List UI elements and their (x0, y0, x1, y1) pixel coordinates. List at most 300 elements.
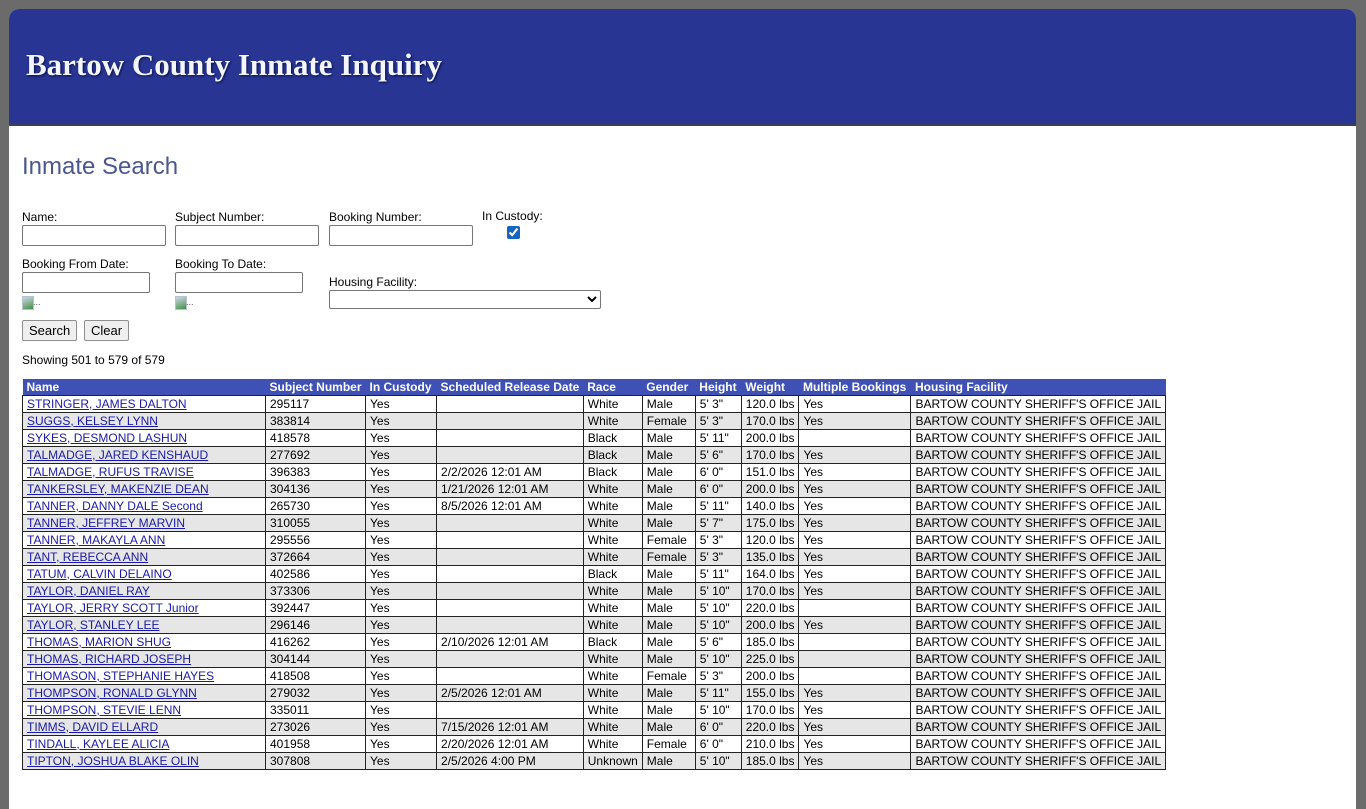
cell-race: White (583, 515, 642, 532)
inmate-name-link[interactable]: TANNER, JEFFREY MARVIN (27, 515, 186, 530)
cell-multiple-bookings: Yes (799, 583, 911, 600)
cell-gender: Male (642, 634, 695, 651)
cell-gender: Male (642, 464, 695, 481)
cell-weight: 170.0 lbs (741, 413, 799, 430)
cell-gender: Male (642, 515, 695, 532)
cell-in-custody: Yes (366, 685, 437, 702)
name-label: Name: (22, 210, 58, 224)
cell-gender: Male (642, 753, 695, 770)
cell-weight: 170.0 lbs (741, 447, 799, 464)
cell-height: 5' 10" (695, 702, 741, 719)
cell-scheduled-release-date (437, 600, 584, 617)
cell-housing-facility: BARTOW COUNTY SHERIFF'S OFFICE JAIL (911, 702, 1166, 719)
cell-gender: Male (642, 617, 695, 634)
in-custody-checkbox-wrap (507, 226, 520, 242)
cell-weight: 185.0 lbs (741, 753, 799, 770)
cell-height: 6' 0" (695, 481, 741, 498)
inmate-name-link[interactable]: TIMMS, DAVID ELLARD (27, 719, 159, 734)
housing-facility-field-group (329, 275, 601, 309)
cell-in-custody: Yes (366, 430, 437, 447)
cell-weight: 120.0 lbs (741, 396, 799, 413)
cell-housing-facility: BARTOW COUNTY SHERIFF'S OFFICE JAIL (911, 515, 1166, 532)
cell-multiple-bookings: Yes (799, 413, 911, 430)
table-row (23, 617, 1166, 634)
cell-subject-number: 265730 (266, 498, 366, 515)
subject-number-field-group (175, 210, 319, 246)
in-custody-label: In Custody: (482, 209, 543, 223)
cell-in-custody: Yes (366, 447, 437, 464)
cell-scheduled-release-date: 8/5/2026 12:01 AM (437, 498, 584, 515)
table-row (23, 396, 1166, 413)
cell-gender: Male (642, 566, 695, 583)
col-race[interactable]: Race (583, 379, 642, 396)
cell-weight: 120.0 lbs (741, 532, 799, 549)
col-housing-facility[interactable]: Housing Facility (911, 379, 1166, 396)
inmate-name-link[interactable]: TATUM, CALVIN DELAINO (27, 566, 172, 581)
cell-height: 5' 11" (695, 498, 741, 515)
cell-in-custody: Yes (366, 736, 437, 753)
cell-in-custody: Yes (366, 753, 437, 770)
name-input[interactable] (22, 225, 166, 246)
cell-height: 5' 10" (695, 600, 741, 617)
cell-weight: 200.0 lbs (741, 617, 799, 634)
cell-housing-facility: BARTOW COUNTY SHERIFF'S OFFICE JAIL (911, 532, 1166, 549)
booking-to-date-input[interactable] (175, 272, 303, 293)
inmate-name-link[interactable]: TALMADGE, RUFUS TRAVISE (27, 464, 194, 479)
cell-race: White (583, 617, 642, 634)
cell-race: White (583, 719, 642, 736)
table-row (23, 583, 1166, 600)
cell-in-custody: Yes (366, 396, 437, 413)
table-row (23, 447, 1166, 464)
cell-housing-facility: BARTOW COUNTY SHERIFF'S OFFICE JAIL (911, 668, 1166, 685)
cell-scheduled-release-date: 1/21/2026 12:01 AM (437, 481, 584, 498)
cell-gender: Male (642, 600, 695, 617)
cell-multiple-bookings (799, 600, 911, 617)
cell-race: White (583, 481, 642, 498)
cell-name-link (23, 515, 266, 532)
cell-multiple-bookings: Yes (799, 532, 911, 549)
cell-name-link (23, 430, 266, 447)
inmate-name-link[interactable]: TANT, REBECCA ANN (27, 549, 149, 564)
booking-number-input[interactable] (329, 225, 473, 246)
cell-subject-number: 304136 (266, 481, 366, 498)
cell-name-link (23, 600, 266, 617)
cell-housing-facility: BARTOW COUNTY SHERIFF'S OFFICE JAIL (911, 634, 1166, 651)
cell-name-link (23, 651, 266, 668)
cell-in-custody: Yes (366, 617, 437, 634)
cell-scheduled-release-date (437, 583, 584, 600)
cell-height: 5' 3" (695, 532, 741, 549)
in-custody-field-group (482, 209, 543, 223)
cell-subject-number: 295556 (266, 532, 366, 549)
cell-multiple-bookings: Yes (799, 685, 911, 702)
cell-scheduled-release-date (437, 515, 584, 532)
cell-housing-facility: BARTOW COUNTY SHERIFF'S OFFICE JAIL (911, 753, 1166, 770)
cell-housing-facility: BARTOW COUNTY SHERIFF'S OFFICE JAIL (911, 617, 1166, 634)
inmate-name-link[interactable]: THOMPSON, STEVIE LENN (27, 702, 182, 717)
cell-in-custody: Yes (366, 719, 437, 736)
cell-gender: Male (642, 702, 695, 719)
col-weight[interactable]: Weight (741, 379, 799, 396)
cell-weight: 225.0 lbs (741, 651, 799, 668)
cell-housing-facility: BARTOW COUNTY SHERIFF'S OFFICE JAIL (911, 566, 1166, 583)
cell-multiple-bookings (799, 668, 911, 685)
col-subject-number[interactable]: Subject Number (266, 379, 366, 396)
inmate-name-link[interactable]: TINDALL, KAYLEE ALICIA (27, 736, 170, 751)
cell-scheduled-release-date (437, 532, 584, 549)
cell-weight: 155.0 lbs (741, 685, 799, 702)
cell-height: 5' 10" (695, 651, 741, 668)
cell-weight: 220.0 lbs (741, 719, 799, 736)
subject-number-input[interactable] (175, 225, 319, 246)
cell-multiple-bookings: Yes (799, 566, 911, 583)
cell-race: White (583, 583, 642, 600)
table-row (23, 430, 1166, 447)
cell-multiple-bookings: Yes (799, 702, 911, 719)
table-row (23, 753, 1166, 770)
cell-race: White (583, 685, 642, 702)
cell-weight: 170.0 lbs (741, 583, 799, 600)
cell-name-link (23, 481, 266, 498)
cell-scheduled-release-date (437, 413, 584, 430)
cell-weight: 170.0 lbs (741, 702, 799, 719)
booking-number-label: Booking Number: (329, 210, 422, 224)
cell-height: 5' 6" (695, 447, 741, 464)
cell-subject-number: 392447 (266, 600, 366, 617)
inmate-name-link[interactable]: TIPTON, JOSHUA BLAKE OLIN (27, 753, 199, 768)
results-count: Showing 501 to 579 of 579 (22, 353, 165, 367)
cell-weight: 210.0 lbs (741, 736, 799, 753)
results-body (23, 396, 1166, 770)
table-row (23, 634, 1166, 651)
cell-multiple-bookings: Yes (799, 464, 911, 481)
cell-multiple-bookings: Yes (799, 396, 911, 413)
cell-name-link (23, 464, 266, 481)
inmate-name-link[interactable]: STRINGER, JAMES DALTON (27, 396, 187, 411)
name-field-group (22, 210, 166, 246)
cell-gender: Female (642, 532, 695, 549)
cell-race: White (583, 498, 642, 515)
cell-name-link (23, 617, 266, 634)
cell-name-link (23, 753, 266, 770)
cell-gender: Male (642, 719, 695, 736)
table-row (23, 481, 1166, 498)
cell-housing-facility: BARTOW COUNTY SHERIFF'S OFFICE JAIL (911, 498, 1166, 515)
cell-housing-facility: BARTOW COUNTY SHERIFF'S OFFICE JAIL (911, 719, 1166, 736)
cell-name-link (23, 413, 266, 430)
cell-subject-number: 277692 (266, 447, 366, 464)
cell-gender: Female (642, 668, 695, 685)
cell-multiple-bookings (799, 430, 911, 447)
cell-housing-facility: BARTOW COUNTY SHERIFF'S OFFICE JAIL (911, 600, 1166, 617)
table-row (23, 668, 1166, 685)
cell-in-custody: Yes (366, 413, 437, 430)
col-in-custody[interactable]: In Custody (366, 379, 437, 396)
cell-subject-number: 383814 (266, 413, 366, 430)
cell-gender: Male (642, 481, 695, 498)
cell-scheduled-release-date (437, 702, 584, 719)
inmate-name-link[interactable]: TAYLOR, STANLEY LEE (27, 617, 160, 632)
cell-name-link (23, 736, 266, 753)
in-custody-checkbox[interactable] (507, 226, 520, 239)
cell-race: White (583, 651, 642, 668)
cell-multiple-bookings: Yes (799, 498, 911, 515)
results-table (22, 379, 1166, 770)
cell-name-link (23, 447, 266, 464)
inmate-name-link[interactable]: THOMPSON, RONALD GLYNN (27, 685, 197, 700)
cell-subject-number: 304144 (266, 651, 366, 668)
cell-subject-number: 310055 (266, 515, 366, 532)
inmate-name-link[interactable]: THOMAS, MARION SHUG (27, 634, 172, 649)
table-row (23, 532, 1166, 549)
cell-height: 5' 3" (695, 549, 741, 566)
page-title: Inmate Search (22, 153, 179, 180)
cell-race: White (583, 668, 642, 685)
booking-from-date-label: Booking From Date: (22, 257, 129, 271)
cell-race: Unknown (583, 753, 642, 770)
table-row (23, 600, 1166, 617)
col-multiple-bookings[interactable]: Multiple Bookings (799, 379, 911, 396)
cell-subject-number: 296146 (266, 617, 366, 634)
inmate-name-link[interactable]: SUGGS, KELSEY LYNN (27, 413, 158, 428)
cell-multiple-bookings: Yes (799, 515, 911, 532)
housing-facility-label: Housing Facility: (329, 275, 418, 289)
cell-subject-number: 401958 (266, 736, 366, 753)
cell-gender: Male (642, 651, 695, 668)
cell-weight: 200.0 lbs (741, 430, 799, 447)
cell-name-link (23, 498, 266, 515)
cell-housing-facility: BARTOW COUNTY SHERIFF'S OFFICE JAIL (911, 447, 1166, 464)
inmate-name-link[interactable]: TAYLOR, DANIEL RAY (27, 583, 150, 598)
cell-gender: Male (642, 396, 695, 413)
calendar-icon[interactable]: ... (175, 295, 193, 309)
cell-in-custody: Yes (366, 702, 437, 719)
cell-housing-facility: BARTOW COUNTY SHERIFF'S OFFICE JAIL (911, 396, 1166, 413)
cell-multiple-bookings: Yes (799, 736, 911, 753)
cell-height: 5' 10" (695, 583, 741, 600)
cell-name-link (23, 566, 266, 583)
cell-name-link (23, 702, 266, 719)
cell-name-link (23, 685, 266, 702)
cell-height: 5' 11" (695, 430, 741, 447)
cell-race: Black (583, 430, 642, 447)
cell-gender: Female (642, 413, 695, 430)
housing-facility-select[interactable] (329, 290, 601, 309)
cell-race: White (583, 549, 642, 566)
table-header-row (23, 379, 1166, 396)
cell-height: 5' 11" (695, 685, 741, 702)
cell-race: Black (583, 566, 642, 583)
inmate-name-link[interactable]: SYKES, DESMOND LASHUN (27, 430, 188, 445)
cell-subject-number: 307808 (266, 753, 366, 770)
cell-height: 6' 0" (695, 719, 741, 736)
cell-multiple-bookings: Yes (799, 481, 911, 498)
table-row (23, 651, 1166, 668)
cell-multiple-bookings (799, 634, 911, 651)
cell-weight: 220.0 lbs (741, 600, 799, 617)
inmate-name-link[interactable]: TANNER, DANNY DALE Second (27, 498, 203, 513)
inmate-name-link[interactable]: TANNER, MAKAYLA ANN (27, 532, 166, 547)
col-gender[interactable]: Gender (642, 379, 695, 396)
cell-scheduled-release-date: 7/15/2026 12:01 AM (437, 719, 584, 736)
cell-subject-number: 335011 (266, 702, 366, 719)
cell-name-link (23, 549, 266, 566)
table-row (23, 549, 1166, 566)
cell-name-link (23, 583, 266, 600)
cell-scheduled-release-date (437, 447, 584, 464)
cell-height: 5' 3" (695, 668, 741, 685)
cell-scheduled-release-date (437, 668, 584, 685)
subject-number-label: Subject Number: (175, 210, 265, 224)
site-header (9, 9, 1356, 126)
cell-scheduled-release-date (437, 617, 584, 634)
cell-multiple-bookings: Yes (799, 549, 911, 566)
cell-in-custody: Yes (366, 532, 437, 549)
cell-housing-facility: BARTOW COUNTY SHERIFF'S OFFICE JAIL (911, 651, 1166, 668)
table-row (23, 566, 1166, 583)
cell-gender: Male (642, 685, 695, 702)
cell-subject-number: 418578 (266, 430, 366, 447)
inmate-name-link[interactable]: TANKERSLEY, MAKENZIE DEAN (27, 481, 209, 496)
site-title: Bartow County Inmate Inquiry (26, 47, 442, 82)
cell-height: 6' 0" (695, 736, 741, 753)
cell-gender: Female (642, 736, 695, 753)
cell-race: White (583, 736, 642, 753)
cell-weight: 175.0 lbs (741, 515, 799, 532)
cell-scheduled-release-date (437, 651, 584, 668)
cell-housing-facility: BARTOW COUNTY SHERIFF'S OFFICE JAIL (911, 549, 1166, 566)
cell-in-custody: Yes (366, 498, 437, 515)
cell-multiple-bookings: Yes (799, 447, 911, 464)
col-height[interactable]: Height (695, 379, 741, 396)
cell-name-link (23, 719, 266, 736)
cell-in-custody: Yes (366, 651, 437, 668)
cell-race: White (583, 702, 642, 719)
cell-in-custody: Yes (366, 583, 437, 600)
cell-scheduled-release-date (437, 396, 584, 413)
cell-subject-number: 295117 (266, 396, 366, 413)
table-row (23, 702, 1166, 719)
search-button[interactable]: Search (22, 320, 77, 341)
cell-multiple-bookings: Yes (799, 753, 911, 770)
cell-in-custody: Yes (366, 566, 437, 583)
cell-gender: Male (642, 430, 695, 447)
cell-race: White (583, 600, 642, 617)
cell-housing-facility: BARTOW COUNTY SHERIFF'S OFFICE JAIL (911, 481, 1166, 498)
table-row (23, 498, 1166, 515)
inmate-name-link[interactable]: TAYLOR, JERRY SCOTT Junior (27, 600, 199, 615)
cell-housing-facility: BARTOW COUNTY SHERIFF'S OFFICE JAIL (911, 464, 1166, 481)
cell-name-link (23, 532, 266, 549)
cell-in-custody: Yes (366, 481, 437, 498)
cell-name-link (23, 396, 266, 413)
clear-button[interactable]: Clear (84, 320, 129, 341)
cell-housing-facility: BARTOW COUNTY SHERIFF'S OFFICE JAIL (911, 430, 1166, 447)
cell-in-custody: Yes (366, 634, 437, 651)
cell-scheduled-release-date (437, 549, 584, 566)
cell-housing-facility: BARTOW COUNTY SHERIFF'S OFFICE JAIL (911, 583, 1166, 600)
cell-height: 6' 0" (695, 464, 741, 481)
cell-weight: 200.0 lbs (741, 481, 799, 498)
cell-scheduled-release-date (437, 430, 584, 447)
cell-subject-number: 416262 (266, 634, 366, 651)
cell-height: 5' 7" (695, 515, 741, 532)
cell-scheduled-release-date: 2/10/2026 12:01 AM (437, 634, 584, 651)
cell-race: Black (583, 464, 642, 481)
cell-race: White (583, 396, 642, 413)
cell-scheduled-release-date: 2/5/2026 4:00 PM (437, 753, 584, 770)
inmate-name-link[interactable]: THOMASON, STEPHANIE HAYES (27, 668, 215, 683)
cell-subject-number: 273026 (266, 719, 366, 736)
cell-subject-number: 418508 (266, 668, 366, 685)
cell-scheduled-release-date (437, 566, 584, 583)
cell-housing-facility: BARTOW COUNTY SHERIFF'S OFFICE JAIL (911, 685, 1166, 702)
table-row (23, 736, 1166, 753)
booking-from-date-input[interactable] (22, 272, 150, 293)
table-row (23, 464, 1166, 481)
cell-multiple-bookings: Yes (799, 719, 911, 736)
cell-gender: Male (642, 447, 695, 464)
cell-height: 5' 3" (695, 413, 741, 430)
cell-gender: Female (642, 549, 695, 566)
col-scheduled-release-date[interactable]: Scheduled Release Date (437, 379, 584, 396)
cell-race: Black (583, 447, 642, 464)
col-name[interactable]: Name (23, 379, 266, 396)
booking-number-field-group (329, 210, 473, 246)
cell-housing-facility: BARTOW COUNTY SHERIFF'S OFFICE JAIL (911, 736, 1166, 753)
cell-scheduled-release-date: 2/5/2026 12:01 AM (437, 685, 584, 702)
cell-in-custody: Yes (366, 668, 437, 685)
cell-subject-number: 396383 (266, 464, 366, 481)
cell-scheduled-release-date: 2/2/2026 12:01 AM (437, 464, 584, 481)
booking-to-date-field-group (175, 257, 303, 312)
cell-weight: 140.0 lbs (741, 498, 799, 515)
cell-race: White (583, 532, 642, 549)
cell-multiple-bookings: Yes (799, 617, 911, 634)
cell-in-custody: Yes (366, 549, 437, 566)
cell-housing-facility: BARTOW COUNTY SHERIFF'S OFFICE JAIL (911, 413, 1166, 430)
cell-name-link (23, 634, 266, 651)
table-row (23, 413, 1166, 430)
cell-in-custody: Yes (366, 515, 437, 532)
cell-subject-number: 372664 (266, 549, 366, 566)
cell-in-custody: Yes (366, 464, 437, 481)
cell-weight: 164.0 lbs (741, 566, 799, 583)
cell-weight: 151.0 lbs (741, 464, 799, 481)
table-row (23, 515, 1166, 532)
cell-weight: 135.0 lbs (741, 549, 799, 566)
cell-gender: Male (642, 498, 695, 515)
cell-gender: Male (642, 583, 695, 600)
cell-height: 5' 10" (695, 753, 741, 770)
calendar-icon[interactable]: ... (22, 295, 40, 309)
cell-race: Black (583, 634, 642, 651)
cell-subject-number: 373306 (266, 583, 366, 600)
cell-name-link (23, 668, 266, 685)
booking-from-date-field-group (22, 257, 150, 312)
cell-weight: 200.0 lbs (741, 668, 799, 685)
inmate-name-link[interactable]: TALMADGE, JARED KENSHAUD (27, 447, 209, 462)
table-row (23, 719, 1166, 736)
cell-weight: 185.0 lbs (741, 634, 799, 651)
cell-height: 5' 10" (695, 617, 741, 634)
cell-in-custody: Yes (366, 600, 437, 617)
cell-height: 5' 6" (695, 634, 741, 651)
inmate-name-link[interactable]: THOMAS, RICHARD JOSEPH (27, 651, 192, 666)
cell-subject-number: 402586 (266, 566, 366, 583)
booking-to-date-label: Booking To Date: (175, 257, 267, 271)
